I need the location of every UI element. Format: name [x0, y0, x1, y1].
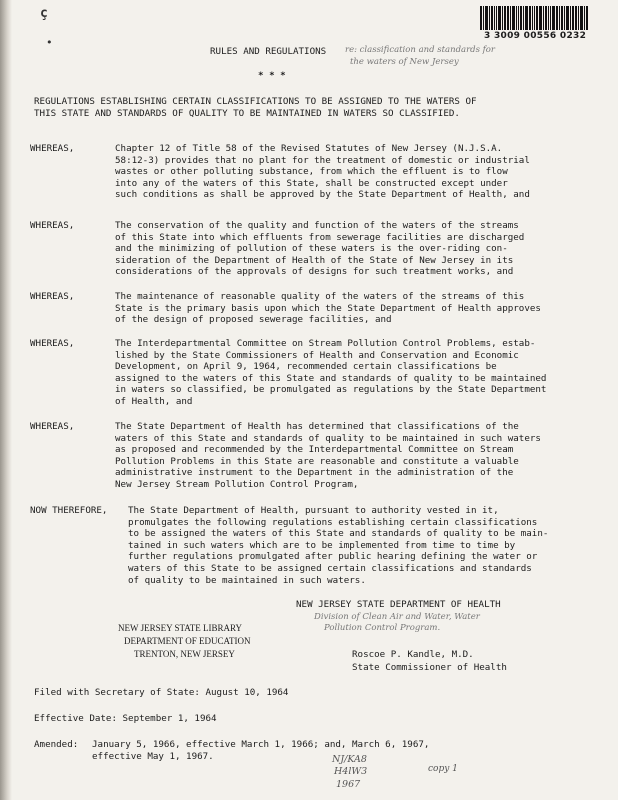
handwritten-note: re: classification and standards for — [345, 45, 495, 55]
clause-text: Chapter 12 of Title 58 of the Revised Statutes of New Jersey (N.J.S.A. 58:12-3) provides that no plant for the treatment of domestic or industrial wastes or other polluting substance, from which the effluent is to flow into any of the waters of this State, shall be constructed except under such conditions as shall be approved by the State Department of Health, and — [115, 143, 530, 201]
scan-edge-shadow — [0, 0, 12, 800]
clause-text: The conservation of the quality and function of the waters of the streams of this State into which effluents from sewerage facilities are discharged and the minimizing of pollution of these waters is the over-riding con- sideration of the Department of Health of the State of New Jersey in its considerations of the approvals of designs for such treatment works, and — [115, 220, 525, 278]
handwritten-division: Pollution Control Program. — [324, 623, 441, 633]
clause-keyword: NOW THEREFORE, — [30, 505, 108, 516]
library-stamp-line: DEPARTMENT OF EDUCATION — [124, 636, 251, 646]
header-stars: * * * — [258, 70, 286, 81]
corner-mark: ç — [40, 6, 48, 21]
call-number-line: H4lW3 — [334, 766, 368, 777]
barcode — [478, 6, 608, 42]
barcode-bars — [480, 6, 606, 30]
clause-keyword: WHEREAS, — [30, 143, 75, 154]
clause-keyword: WHEREAS, — [30, 291, 75, 302]
clause-text: The State Department of Health, pursuant to authority vested in it, promulgates the following regulations establishing certain classifications to be assigned the waters of this State and standards of quality to be main- tained in such waters which are to be implemented from time to time by further regulations promulgated after public hearing defining the water or waters of this State to be assigned certain classifications and standards of quality to be maintained in such waters. — [128, 505, 549, 586]
handwritten-division: Division of Clean Air and Water, Water — [314, 612, 480, 622]
clause-text: The maintenance of reasonable quality of the waters of the streams of this State is the primary basis upon which the State Department of Health approves of the design of proposed sewerage facilities, and — [115, 291, 541, 326]
handwritten-note: the waters of New Jersey — [350, 57, 459, 67]
library-stamp-line: TRENTON, NEW JERSEY — [134, 649, 235, 659]
amended-line: effective May 1, 1967. — [92, 751, 214, 762]
filed-line: Filed with Secretary of State: August 10, 1964 — [34, 687, 289, 698]
clause-text: The State Department of Health has determined that classifications of the waters of this State and standards of quality to be maintained in such waters as proposed and recommended by the Interdepartmental Committee on Stream Pollution Problems in this State are reasonable and constitute a valuable administrative instrument to the Department in the administration of the New Jersey Stream Pollution Control Program, — [115, 421, 541, 490]
copy-note: copy 1 — [428, 764, 458, 774]
call-number-line: 1967 — [336, 779, 361, 790]
library-stamp-line: NEW JERSEY STATE LIBRARY — [118, 623, 243, 633]
clause-text: The Interdepartmental Committee on Stream Pollution Control Problems, estab- lished by the State Commissioners of Health and Conservation and Economic Development, on April 9, 1964, recommended certain classifications be assigned to the waters of this State and standards of quality to be maintained in waters so classified, be promulgated as regulations by the State Department of Health, and — [115, 338, 547, 407]
effective-line: Effective Date: September 1, 1964 — [34, 713, 217, 724]
corner-dot: • — [46, 36, 53, 49]
amended-line: January 5, 1966, effective March 1, 1966; and, March 6, 1967, — [92, 739, 430, 750]
clause-keyword: WHEREAS, — [30, 220, 75, 231]
signer-name: Roscoe P. Kandle, M.D. — [352, 649, 474, 660]
header-title: RULES AND REGULATIONS — [210, 46, 327, 57]
signer-title: State Commissioner of Health — [352, 662, 507, 673]
call-number-line: NJ/KA8 — [332, 754, 367, 765]
intro-line: REGULATIONS ESTABLISHING CERTAIN CLASSIFICATIONS TO BE ASSIGNED TO THE WATERS OF — [34, 96, 477, 107]
amended-label: Amended: — [34, 739, 79, 750]
clause-keyword: WHEREAS, — [30, 421, 75, 432]
clause-keyword: WHEREAS, — [30, 338, 75, 349]
barcode-number: 3 3009 00556 0232 — [484, 31, 587, 41]
signature-department: NEW JERSEY STATE DEPARTMENT OF HEALTH — [296, 599, 501, 610]
intro-line: THIS STATE AND STANDARDS OF QUALITY TO BE MAINTAINED IN WATERS SO CLASSIFIED. — [34, 108, 460, 119]
